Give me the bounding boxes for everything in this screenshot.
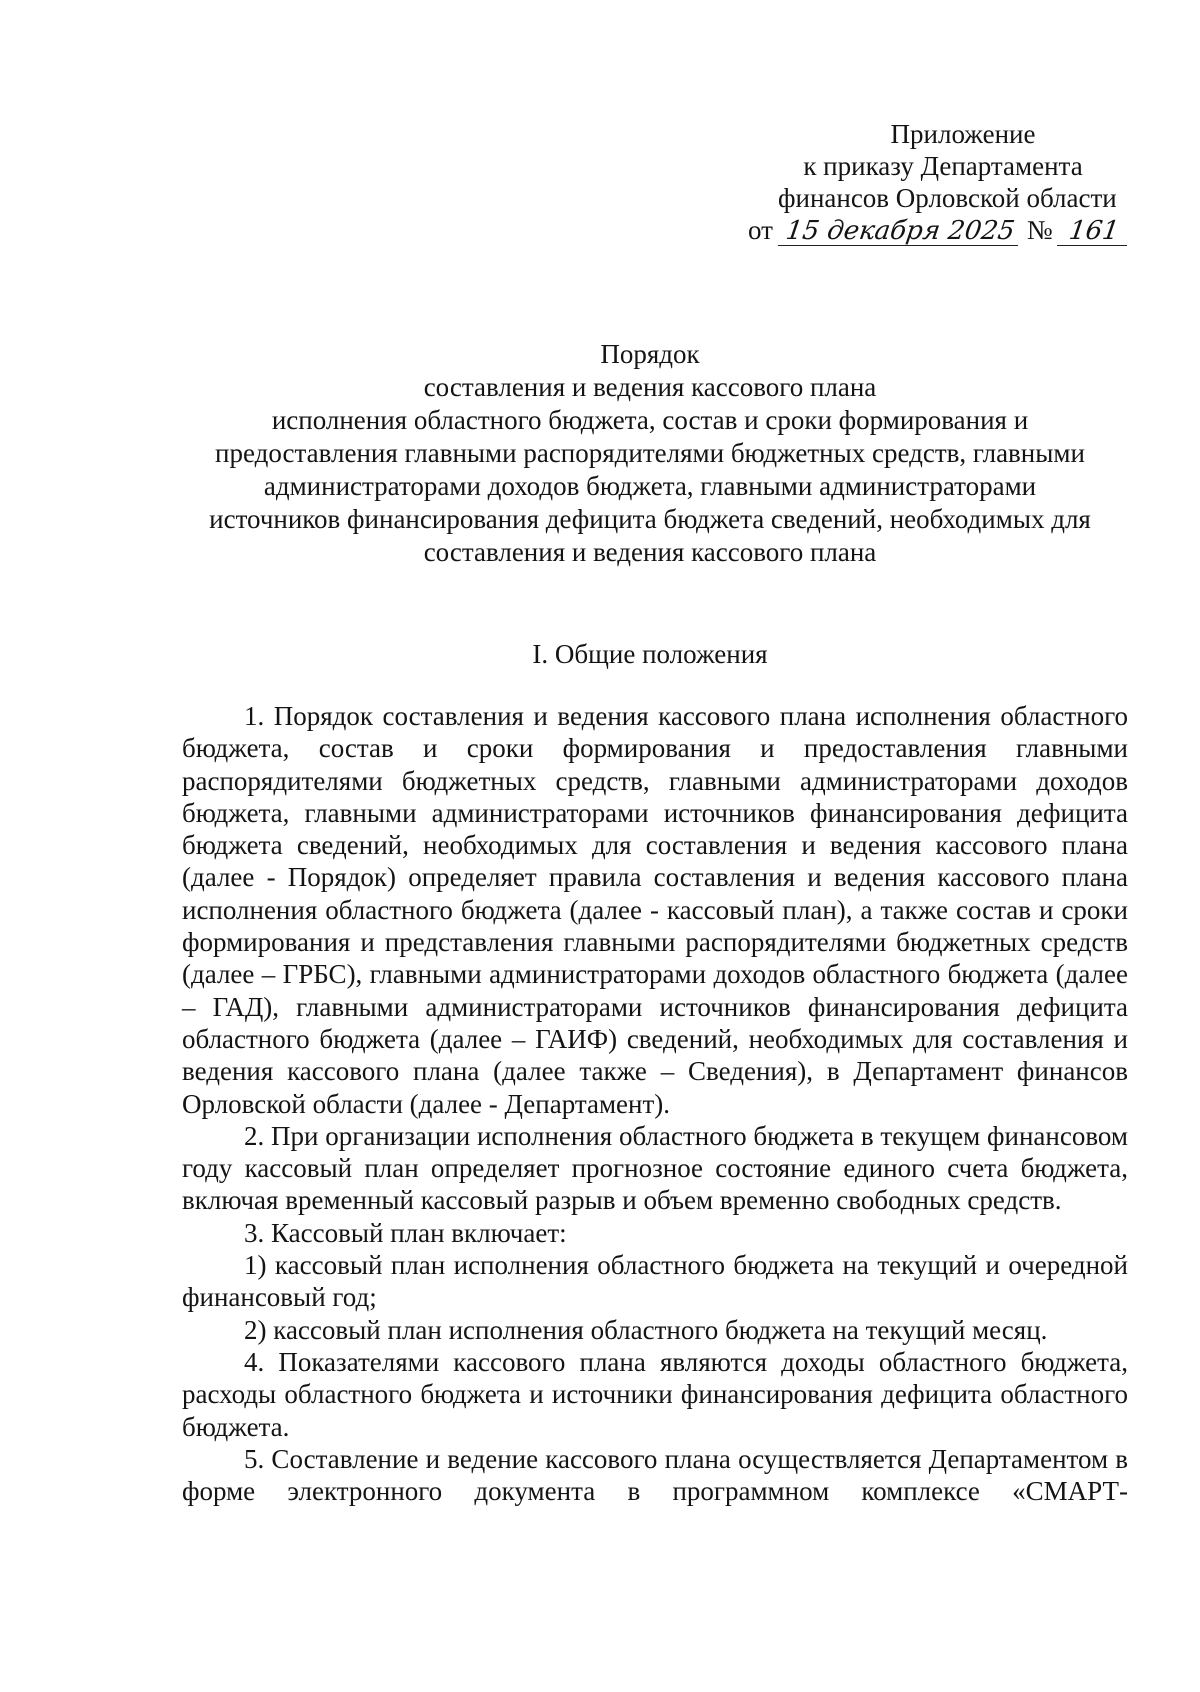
heading-line: источников финансирования дефицита бюджета сведений, необходимых для	[209, 504, 1091, 534]
handwritten-date: 15 декабря 2025	[778, 217, 1022, 246]
heading-line: исполнения областного бюджета, состав и сроки формирования и	[271, 405, 1029, 435]
heading-line: составления и ведения кассового плана	[423, 372, 877, 402]
appendix-date-row	[748, 214, 1122, 246]
appendix-block	[748, 118, 1122, 246]
paragraph-3: 3. Кассовый план включает:	[244, 1217, 567, 1248]
paragraph-5: 5. Составление и ведение кассового плана осуществляется Департаментом в форме электронного документа в программном комплексе «СМАРТ-	[182, 1443, 1128, 1507]
paragraph-3-item-1: 1) кассовый план исполнения областного бюджета на текущий и очередной финансовый год;	[182, 1250, 1128, 1313]
heading-line: предоставления главными распорядителями бюджетных средств, главными	[215, 438, 1085, 468]
from-label: от	[748, 215, 773, 245]
paragraph-4: 4. Показателями кассового плана являются доходы областного бюджета, расходы областного бюджета и источники финансирования дефицита областного бюджета.	[182, 1346, 1128, 1442]
paragraph-2: 2. При организации исполнения областного бюджета в текущем финансовом году кассовый план определяет прогнозное состояние единого счета бюджета, включая временный кассовый разрыв и объем временно свободных средств.	[182, 1120, 1128, 1216]
heading-title: Порядок	[600, 339, 700, 369]
heading-line: администраторами доходов бюджета, главными администраторами	[263, 471, 1037, 501]
appendix-title: Приложение	[890, 119, 1036, 149]
handwritten-number: 161	[1057, 217, 1131, 246]
document-heading	[170, 338, 1130, 569]
appendix-line-2: финансов Орловской области	[778, 183, 1117, 213]
paragraph-1: 1. Порядок составления и ведения кассового плана исполнения областного бюджета, состав и сроки формирования и предоставления главными распорядителями бюджетных средств, главными администраторами доходов бюджета, главными администраторами источников финансирования дефицита бюджета сведений, необходимых для составления и ведения кассового плана (далее - Порядок) определяет правила составления и ведения кассового плана исполнения областного бюджета (далее - кассовый план), а также состав и сроки формирования и представления главными распорядителями бюджетных средств (далее – ГРБС), главными администраторами доходов областного бюджета (далее – ГАД), главными администраторами источников финансирования дефицита областного бюджета (далее – ГАИФ) сведений, необходимых для составления и ведения кассового плана (далее также – Сведения), в Департамент финансов Орловской области (далее - Департамент).	[182, 701, 1128, 1119]
number-label: №	[1026, 215, 1053, 245]
paragraph-3-item-2: 2) кассовый план исполнения областного бюджета на текущий месяц.	[244, 1314, 1048, 1345]
heading-line: составления и ведения кассового плана	[423, 537, 877, 567]
document-body	[182, 700, 1128, 1507]
section-title: I. Общие положения	[532, 639, 768, 669]
appendix-line-1: к приказу Департамента	[803, 151, 1083, 181]
